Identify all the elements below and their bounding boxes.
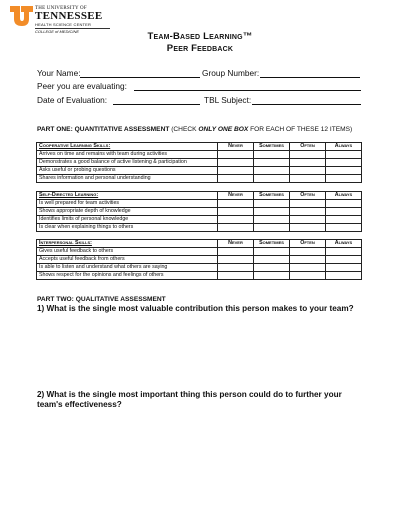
rating-checkbox[interactable] <box>218 159 254 167</box>
rating-header: Sometimes <box>254 143 290 151</box>
rating-checkbox[interactable] <box>290 264 326 272</box>
tbl-subject-label: TBL Subject: <box>204 95 252 105</box>
table-row <box>37 216 362 224</box>
rating-checkbox[interactable] <box>326 175 362 183</box>
rating-checkbox[interactable] <box>254 151 290 159</box>
rating-checkbox[interactable] <box>254 264 290 272</box>
part-two-heading: PART TWO: QUALITATIVE ASSESSMENT <box>37 296 166 303</box>
group-number-label: Group Number: <box>202 68 260 78</box>
part-one-rest: FOR EACH OF THESE 12 ITEMS) <box>248 126 353 133</box>
item-label: Shares information and personal understanding <box>37 175 218 183</box>
category-header: Self-Directed Learning: <box>37 192 218 200</box>
logo-line-3: HEALTH SCIENCE CENTER <box>35 22 92 27</box>
table-row <box>37 272 362 280</box>
category-header: Interpersonal Skills: <box>37 240 218 248</box>
logo-line-1: THE UNIVERSITY OF <box>35 6 87 11</box>
table-header-row <box>37 192 362 200</box>
field-row-name <box>37 68 367 79</box>
rating-checkbox[interactable] <box>218 256 254 264</box>
table-row <box>37 248 362 256</box>
group-number-field[interactable] <box>260 77 360 78</box>
rating-header: Sometimes <box>254 192 290 200</box>
rating-checkbox[interactable] <box>218 151 254 159</box>
table-row <box>37 224 362 232</box>
item-label: Accepts useful feedback from others <box>37 256 218 264</box>
rating-checkbox[interactable] <box>290 208 326 216</box>
field-row-date <box>37 95 367 106</box>
rating-header: Often <box>290 240 326 248</box>
peer-label: Peer you are evaluating: <box>37 81 127 91</box>
rating-header: Always <box>326 143 362 151</box>
rating-checkbox[interactable] <box>254 200 290 208</box>
rating-table <box>36 191 362 232</box>
table-header-row <box>37 143 362 151</box>
peer-field[interactable] <box>134 90 361 91</box>
part-one-paren: ( <box>171 126 174 133</box>
table-row <box>37 159 362 167</box>
field-row-peer <box>37 81 367 92</box>
page-subtitle: Peer Feedback <box>166 43 234 54</box>
rating-checkbox[interactable] <box>326 224 362 232</box>
your-name-label: Your Name: <box>37 68 81 78</box>
rating-checkbox[interactable] <box>254 175 290 183</box>
part-one-only-one-box: ONLY ONE BOX <box>198 126 249 133</box>
part-one-title: PART ONE: QUANTITATIVE ASSESSMENT <box>37 126 170 133</box>
date-label: Date of Evaluation: <box>37 95 108 105</box>
rating-table <box>36 142 362 183</box>
table-row <box>37 208 362 216</box>
rating-checkbox[interactable] <box>218 248 254 256</box>
item-label: Arrives on time and remains with team during activities <box>37 151 218 159</box>
rating-checkbox[interactable] <box>254 224 290 232</box>
rating-checkbox[interactable] <box>290 256 326 264</box>
item-label: Asks useful or probing questions <box>37 167 218 175</box>
rating-checkbox[interactable] <box>290 224 326 232</box>
rating-table <box>36 239 362 280</box>
rating-checkbox[interactable] <box>254 159 290 167</box>
rating-checkbox[interactable] <box>326 167 362 175</box>
date-field[interactable] <box>113 104 200 105</box>
logo-line-2: TENNESSEE <box>35 10 103 22</box>
rating-checkbox[interactable] <box>326 208 362 216</box>
rating-checkbox[interactable] <box>290 159 326 167</box>
rating-checkbox[interactable] <box>326 159 362 167</box>
rating-header: Never <box>218 143 254 151</box>
rating-checkbox[interactable] <box>254 167 290 175</box>
rating-checkbox[interactable] <box>218 272 254 280</box>
rating-checkbox[interactable] <box>326 256 362 264</box>
item-label: Gives useful feedback to others <box>37 248 218 256</box>
tbl-subject-field[interactable] <box>252 104 361 105</box>
category-header: Cooperative Learning Skills: <box>37 143 218 151</box>
logo-wordmark <box>35 6 110 34</box>
your-name-field[interactable] <box>80 77 200 78</box>
rating-checkbox[interactable] <box>218 200 254 208</box>
table-row <box>37 175 362 183</box>
rating-header: Always <box>326 240 362 248</box>
rating-checkbox[interactable] <box>218 175 254 183</box>
rating-checkbox[interactable] <box>254 208 290 216</box>
rating-checkbox[interactable] <box>218 264 254 272</box>
rating-checkbox[interactable] <box>290 151 326 159</box>
rating-checkbox[interactable] <box>218 208 254 216</box>
table-row <box>37 167 362 175</box>
rating-header: Always <box>326 192 362 200</box>
rating-header: Often <box>290 192 326 200</box>
ut-logo-icon <box>10 6 33 26</box>
table-row <box>37 200 362 208</box>
rating-checkbox[interactable] <box>218 167 254 175</box>
rating-checkbox[interactable] <box>290 248 326 256</box>
rating-header: Never <box>218 192 254 200</box>
table-header-row <box>37 240 362 248</box>
rating-checkbox[interactable] <box>290 200 326 208</box>
item-label: Is well prepared for team activities <box>37 200 218 208</box>
rating-checkbox[interactable] <box>218 224 254 232</box>
rating-checkbox[interactable] <box>290 167 326 175</box>
rating-checkbox[interactable] <box>290 272 326 280</box>
rating-checkbox[interactable] <box>326 151 362 159</box>
rating-checkbox[interactable] <box>254 216 290 224</box>
rating-checkbox[interactable] <box>254 272 290 280</box>
item-label: Shows respect for the opinions and feelings of others <box>37 272 218 280</box>
item-label: Is clear when explaining things to others <box>37 224 218 232</box>
question-2: 2) What is the single most important thing this person could do to further your team's effectiveness? <box>37 390 342 409</box>
rating-checkbox[interactable] <box>290 175 326 183</box>
rating-checkbox[interactable] <box>326 248 362 256</box>
item-label: Shows appropriate depth of knowledge <box>37 208 218 216</box>
part-one-heading <box>37 126 352 133</box>
table-row <box>37 151 362 159</box>
table-row <box>37 264 362 272</box>
item-label: Is able to listen and understand what others are saying <box>37 264 218 272</box>
rating-header: Often <box>290 143 326 151</box>
question-1: 1) What is the single most valuable contribution this person makes to your team? <box>37 304 354 313</box>
rating-header: Sometimes <box>254 240 290 248</box>
rating-checkbox[interactable] <box>326 216 362 224</box>
rating-checkbox[interactable] <box>290 216 326 224</box>
rating-checkbox[interactable] <box>254 256 290 264</box>
rating-checkbox[interactable] <box>218 216 254 224</box>
page-title: Team-Based Learning™ <box>147 31 253 42</box>
logo-line-4: COLLEGE of MEDICINE <box>35 29 80 34</box>
rating-checkbox[interactable] <box>326 272 362 280</box>
rating-header: Never <box>218 240 254 248</box>
rating-checkbox[interactable] <box>326 200 362 208</box>
part-one-check: CHECK <box>173 126 199 133</box>
table-row <box>37 256 362 264</box>
item-label: Demonstrates a good balance of active listening & participation <box>37 159 218 167</box>
rating-checkbox[interactable] <box>326 264 362 272</box>
item-label: Identifies limits of personal knowledge <box>37 216 218 224</box>
rating-checkbox[interactable] <box>254 248 290 256</box>
